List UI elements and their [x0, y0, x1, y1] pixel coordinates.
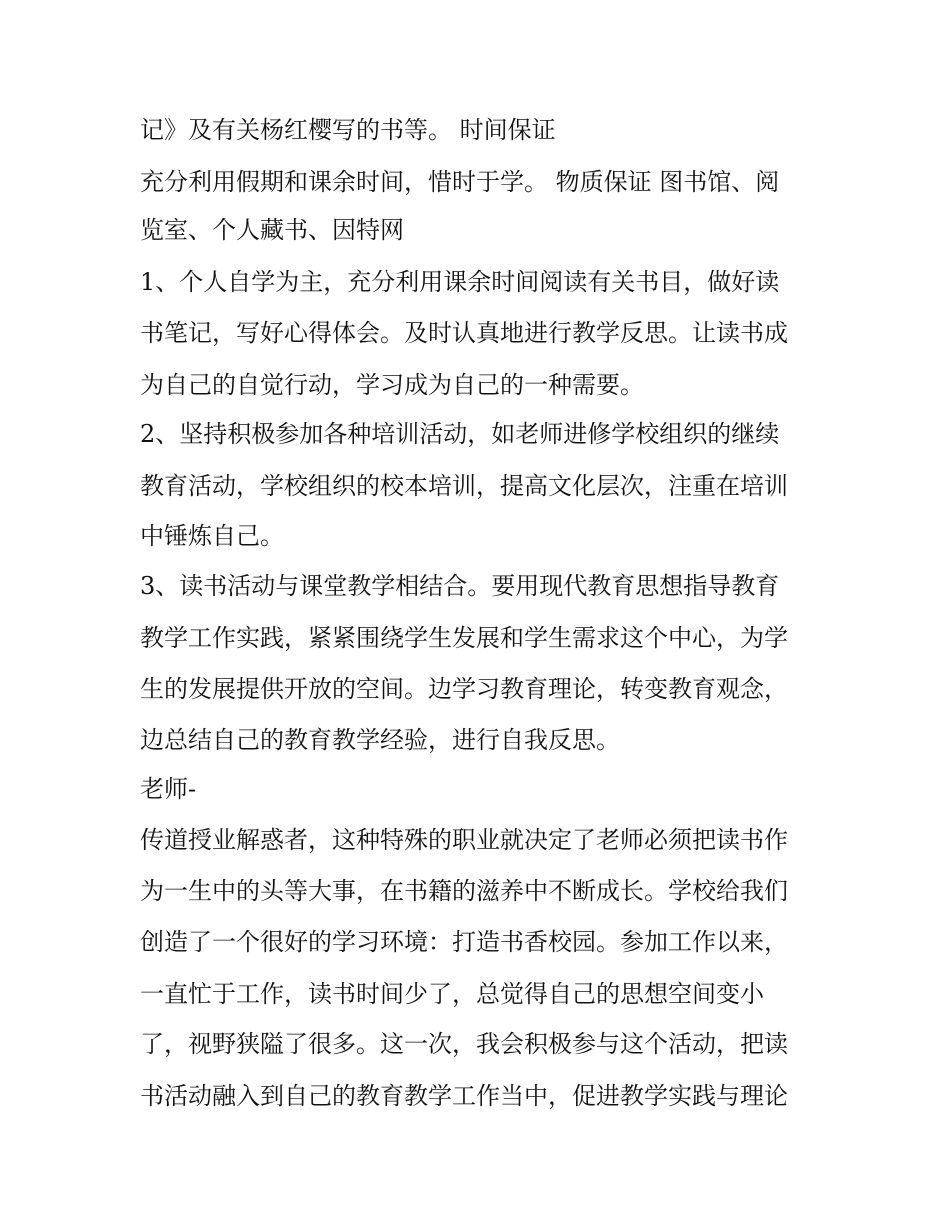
- text-line: 边总结自己的教育教学经验，进行自我反思。: [140, 726, 620, 754]
- text-line: 3、读书活动与课堂教学相结合。要用现代教育思想指导教育: [140, 572, 780, 600]
- text-line: 中锤炼自己。: [140, 522, 284, 550]
- text-line: 创造了一个很好的学习环境：打造书香校园。参加工作以来，: [140, 928, 788, 956]
- text-line: 传道授业解惑者，这种特殊的职业就决定了老师必须把读书作: [140, 826, 788, 854]
- text-line: 书活动融入到自己的教育教学工作当中，促进教学实践与理论: [140, 1082, 788, 1110]
- text-line: 书笔记，写好心得体会。及时认真地进行教学反思。让读书成: [140, 319, 788, 347]
- text-line: 一直忙于工作，读书时间少了，总觉得自己的思想空间变小: [140, 980, 764, 1008]
- text-line: 教育活动，学校组织的校本培训，提高文化层次，注重在培训: [140, 472, 788, 500]
- text-line: 为自己的自觉行动，学习成为自己的一种需要。: [140, 371, 644, 399]
- text-line: 了，视野狭隘了很多。这一次，我会积极参与这个活动，把读: [140, 1030, 788, 1058]
- text-line: 生的发展提供开放的空间。边学习教育理论，转变教育观念，: [140, 675, 788, 703]
- text-line: 览室、个人藏书、因特网: [140, 216, 404, 244]
- text-line: 老师-: [140, 775, 197, 803]
- text-line: 为一生中的头等大事，在书籍的滋养中不断成长。学校给我们: [140, 877, 788, 905]
- text-line: 2、坚持积极参加各种培训活动，如老师进修学校组织的继续: [140, 420, 780, 448]
- text-line: 记》及有关杨红樱写的书等。 时间保证: [140, 116, 556, 144]
- text-line: 教学工作实践，紧紧围绕学生发展和学生需求这个中心，为学: [140, 624, 788, 652]
- text-line: 1、个人自学为主，充分利用课余时间阅读有关书目，做好读: [140, 268, 780, 296]
- text-line: 充分利用假期和课余时间，惜时于学。 物质保证 图书馆、阅: [140, 168, 780, 196]
